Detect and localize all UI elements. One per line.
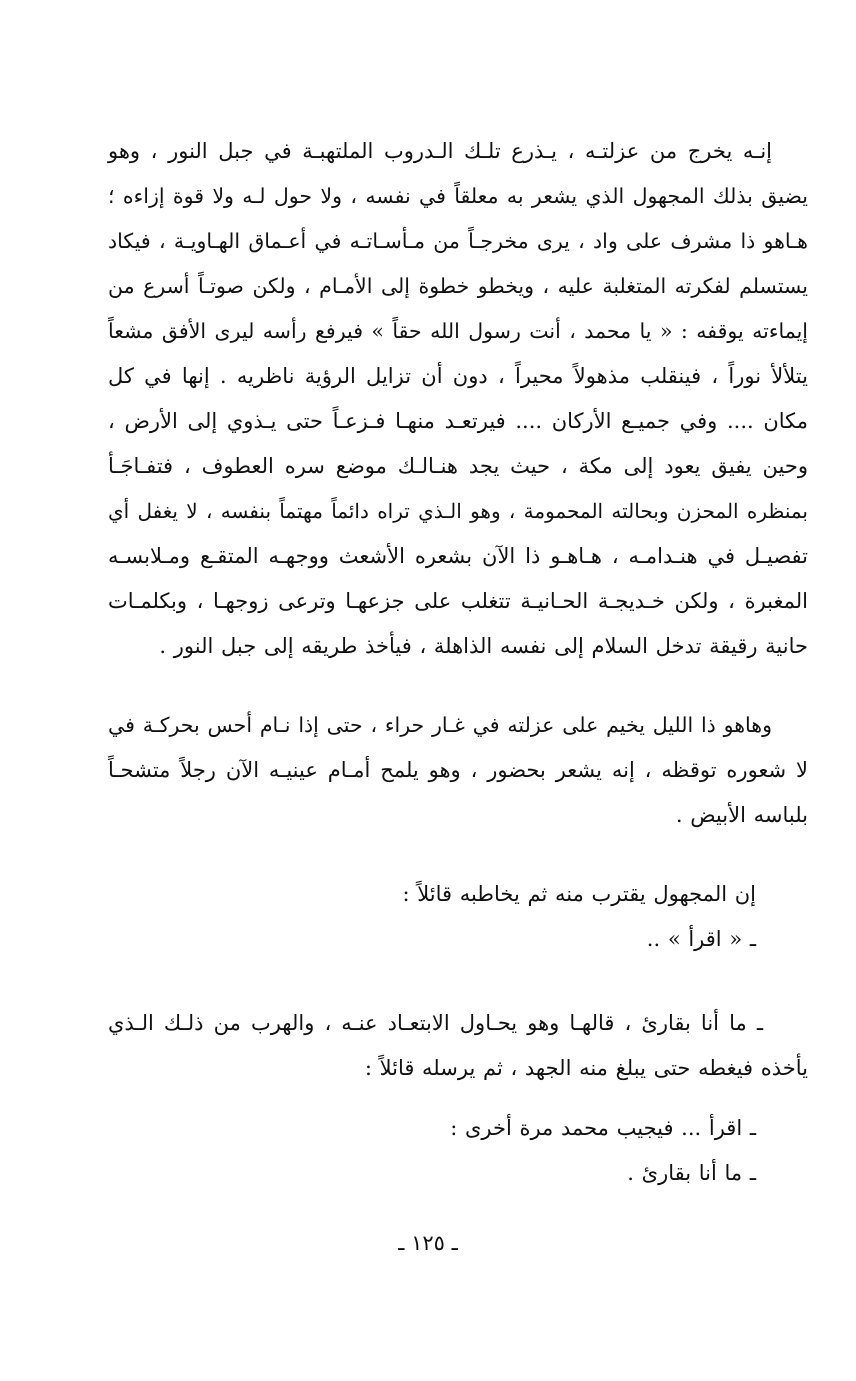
text-line: إيماءته يوقفه : « يا محمد ، أنت رسول الله حقاً » فيرفع رأسه ليرى الأفق مشعاً	[108, 319, 808, 343]
text-line: هـاهو ذا مشرف على واد ، يرى مخرجـاً من مـأسـاتـه في أعـماق الهـاويـة ، فيكاد	[108, 229, 808, 253]
text-line: مكان .... وفي جميـع الأركان .... فيرتعـد منهـا فـزعـاً حتى يـذوي إلى الأرض ،	[108, 409, 808, 433]
page-number: ـ ١٢٥ ـ	[398, 1231, 458, 1255]
text-line: لا شعوره توقظه ، إنه يشعر بحضور ، وهو يلمح أمـام عينيـه الآن رجلاً متشحـاً	[108, 758, 808, 782]
paragraph-2	[108, 703, 808, 838]
text-line: يضيق بذلك المجهول الذي يشعر به معلقاً في نفسه ، ولا حول لـه ولا قوة إزاءه ؛	[108, 184, 808, 208]
text-line: المغبرة ، ولكن خـديجـة الحـانيـة تتغلب على جزعهـا وترعى زوجهـا ، وبكلمـات	[108, 589, 808, 613]
paragraph-5	[108, 1106, 808, 1196]
text-line: يأخذه فيغطه حتى يبلغ منه الجهد ، ثم يرسله قائلاً :	[364, 1056, 808, 1080]
text-line: وحين يفيق يعود إلى مكة ، حيث يجد هنـالـك موضع سره العطوف ، فتفـاجَـأ	[108, 454, 808, 478]
dialogue-line: ـ « اقرأ » ..	[646, 927, 756, 951]
dialogue-line: ـ ما أنا بقارئ ، قالهـا وهو يحـاول الابتعـاد عنـه ، والهرب من ذلـك الـذي	[108, 1011, 763, 1035]
text-line: إنـه يخرج من عزلتـه ، يـذرع تلـك الـدروب الملتهبـة في جبل النور ، وهو	[108, 139, 772, 163]
text-line: بلباسه الأبيض .	[675, 803, 808, 827]
paragraph-3	[108, 872, 808, 962]
text-line: تفصيـل في هنـدامـه ، هـاهـو ذا الآن بشعره الأشعث ووجهـه المتقـع ومـلابسـه	[108, 544, 808, 568]
text-line: حانية رقيقة تدخل السلام إلى نفسه الذاهلة ، فيأخذ طريقه إلى جبل النور .	[159, 634, 808, 658]
text-line: بمنظره المحزن وبحالته المحمومة ، وهو الـذي تراه دائماً مهتماً بنفسه ، لا يغفل أي	[108, 499, 808, 523]
dialogue-line: ـ ما أنا بقارئ .	[627, 1161, 756, 1185]
text-line: يتلألأ نوراً ، فينقلب مذهولاً محيراً ، دون أن تزايل الرؤية ناظريه . إنها في كل	[108, 364, 808, 388]
dialogue-line: ـ اقرأ ... فيجيب محمد مرة أخرى :	[450, 1116, 756, 1140]
text-line: يستسلم لفكرته المتغلبة عليه ، ويخطو خطوة إلى الأمـام ، ولكن صوتـاً أسرع من	[108, 274, 808, 298]
paragraph-1	[108, 129, 808, 669]
text-line: وهاهو ذا الليل يخيم على عزلته في غـار حراء ، حتى إذا نـام أحس بحركـة في	[108, 713, 772, 737]
text-line: إن المجهول يقترب منه ثم يخاطبه قائلاً :	[402, 882, 756, 906]
paragraph-4	[108, 1001, 808, 1091]
